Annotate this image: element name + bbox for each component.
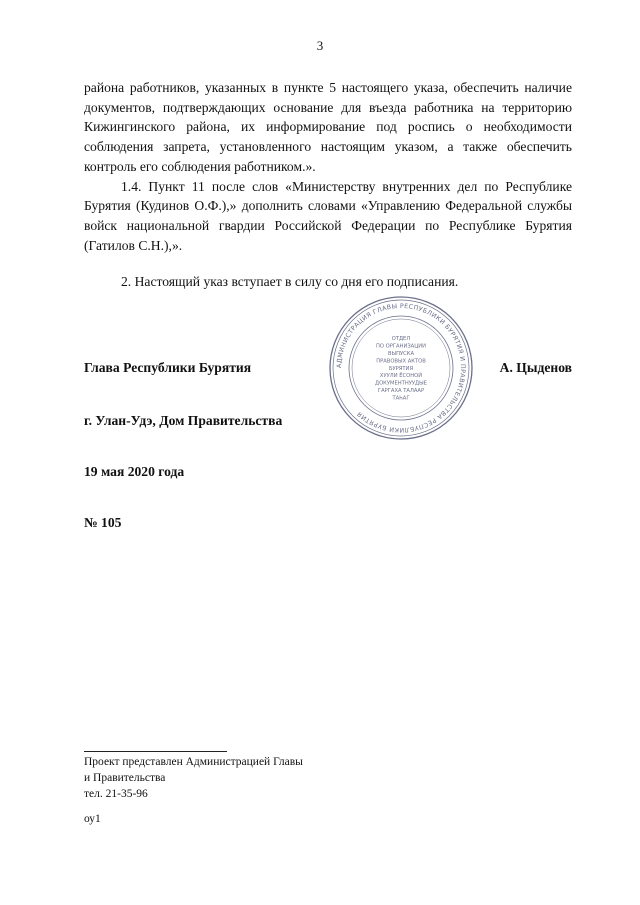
seal-center-line: ОТДЕЛ: [391, 336, 411, 343]
seal-center-line: ПО ОРГАНИЗАЦИИ: [375, 343, 427, 350]
seal-center-line: ГАРГАХА ТАЛААР: [377, 388, 425, 394]
paragraph-item-1-4: 1.4. Пункт 11 после слов «Министерству внутренних дел по Республике Бурятия (Кудинов О.Ф.),» дополнить словами «Управлению Федеральной службы войск национальной гвардии Российской Федерации по Республике Бурятия (Гатилов С.Н.),».: [84, 178, 572, 253]
footnote-line: и Правительства: [84, 772, 166, 784]
footnote-phone: тел. 21-35-96: [84, 788, 148, 800]
seal-center-line: ВЫПУСКА: [387, 351, 415, 357]
signing-place: г. Улан-Удэ, Дом Правительства: [84, 413, 283, 428]
seal-center-line: ДОКУМЕНТНУУДЫЕ: [375, 380, 427, 387]
footnote: [84, 754, 303, 802]
official-seal-stamp: [328, 295, 474, 441]
paragraph-continuation: района работников, указанных в пункте 5 настоящего указа, обеспечить наличие документов, подтверждающих основание для въезда работника на территорию Кижингинского района, их информирование под роспись о необходимости соблюдения запрета, установленного настоящим указом, а также обеспечить контроль его соблюдения работником.».: [84, 80, 572, 174]
seal-center-line: ПРАВОВЫХ АКТОВ: [376, 358, 426, 365]
footnote-divider: [84, 751, 227, 752]
seal-ring-text: АДМИНИСТРАЦИЯ ГЛАВЫ РЕСПУБЛИКИ БУРЯТИЯ И ПРАВИТЕЛЬСТВА РЕСПУБЛИКИ БУРЯТИЯ: [335, 302, 467, 434]
seal-center-line: БУРЯТИЯ: [388, 365, 414, 372]
operator-code: оу1: [84, 813, 101, 825]
paragraph-item-2: 2. Настоящий указ вступает в силу со дня его подписания.: [121, 274, 459, 290]
decree-number: № 105: [84, 515, 122, 530]
seal-center-line: ХУУЛИ ЁСОНОЙ: [379, 373, 423, 380]
decree-body: [84, 78, 572, 292]
page-number: 3: [316, 38, 324, 53]
footnote-line: Проект представлен Администрацией Главы: [84, 756, 303, 768]
seal-center-line: ТАҺАГ: [392, 395, 410, 402]
signing-date: 19 мая 2020 года: [84, 464, 185, 479]
signatory-title: Глава Республики Бурятия: [84, 360, 252, 375]
signatory-name: А. Цыденов: [499, 360, 572, 375]
